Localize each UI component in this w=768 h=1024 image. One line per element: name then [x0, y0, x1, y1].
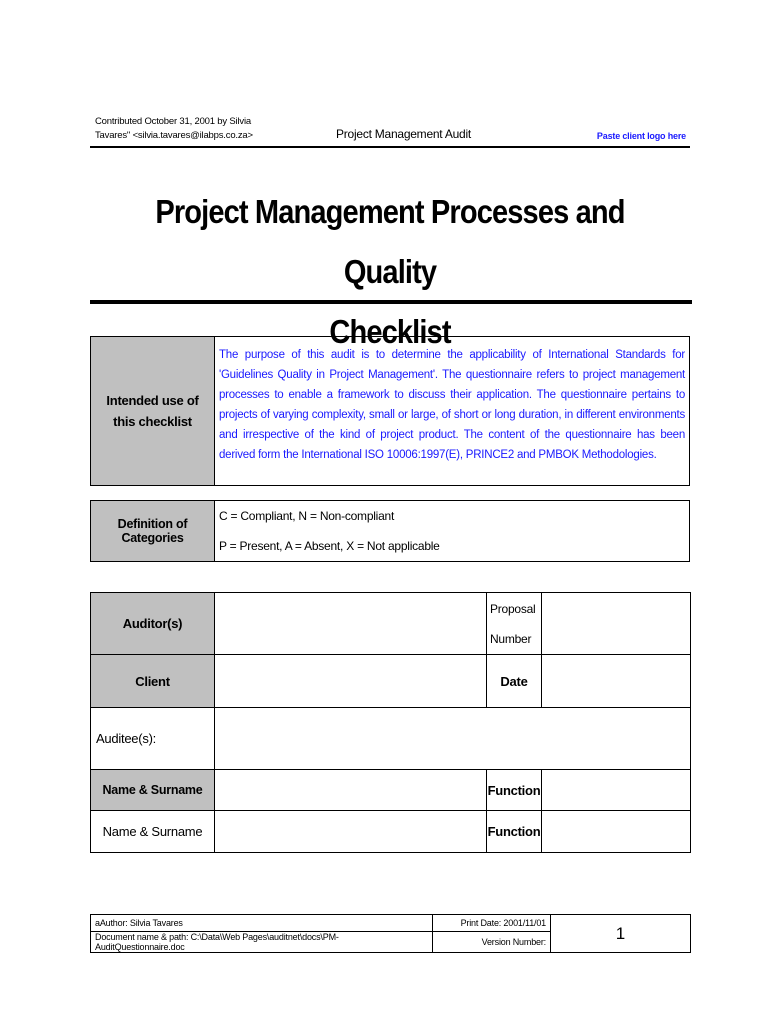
auditors-field[interactable]	[215, 593, 487, 655]
proposal-number-label: Proposal Number	[487, 593, 542, 655]
page-title-line-2: Checklist	[329, 313, 451, 350]
name-surname-field-2[interactable]	[215, 811, 487, 853]
page-title	[126, 182, 654, 362]
date-field[interactable]	[542, 655, 691, 708]
intended-use-label: Intended use of this checklist	[91, 337, 215, 486]
contributor-line-2: Tavares" <silvia.tavares@ilabps.co.za>	[95, 130, 253, 141]
page-title-line-1: Project Management Processes and Quality	[155, 193, 625, 290]
logo-placeholder: Paste client logo here	[596, 131, 686, 141]
auditors-label: Auditor(s)	[91, 593, 215, 655]
client-label: Client	[91, 655, 215, 708]
footer-table	[90, 914, 691, 953]
function-label-1: Function	[487, 770, 542, 811]
categories-values	[215, 501, 690, 562]
page-number: 1	[551, 915, 691, 953]
footer-print-date: Print Date: 2001/11/01	[433, 915, 551, 932]
page-header	[90, 114, 690, 148]
auditees-label: Auditee(s):	[91, 708, 215, 770]
title-divider	[90, 300, 692, 304]
intended-use-description: The purpose of this audit is to determine the applicability of International Standards for 'Guidelines Quality in Project Management'. The questionnaire refers to project management processes to enable a framework to discuss their application. The questionnaire pertains to projects of varying complexity, small or large, of short or long duration, in different environments and irrespective of the kind of project product. The content of the questionnaire has been derived form the International ISO 10006:1997(E), PRINCE2 and PMBOK Methodologies.	[215, 337, 690, 486]
proposal-number-field[interactable]	[542, 593, 691, 655]
name-surname-label-2: Name & Surname	[91, 811, 215, 853]
function-label-2: Function	[487, 811, 542, 853]
date-label: Date	[487, 655, 542, 708]
contributor-note	[95, 115, 295, 143]
categories-label: Definition of Categories	[91, 501, 215, 562]
header-doc-title: Project Management Audit	[336, 127, 471, 141]
footer-version-label: Version Number:	[433, 932, 551, 953]
footer-author: aAuthor: Silvia Tavares	[91, 915, 433, 932]
contributor-line-1: Contributed October 31, 2001 by Silvia	[95, 116, 251, 127]
footer-doc-path: Document name & path: C:\Data\Web Pages\auditnet\docs\PM-AuditQuestionnaire.doc	[91, 932, 433, 953]
name-surname-field-1[interactable]	[215, 770, 487, 811]
intended-use-table	[90, 336, 690, 486]
categories-line-1: C = Compliant, N = Non-compliant	[219, 509, 395, 523]
audit-info-table	[90, 592, 691, 853]
name-surname-label-1: Name & Surname	[91, 770, 215, 811]
client-field[interactable]	[215, 655, 487, 708]
function-field-2[interactable]	[542, 811, 691, 853]
categories-line-2: P = Present, A = Absent, X = Not applicable	[219, 539, 440, 553]
categories-table	[90, 500, 690, 562]
auditees-field[interactable]	[215, 708, 691, 770]
function-field-1[interactable]	[542, 770, 691, 811]
